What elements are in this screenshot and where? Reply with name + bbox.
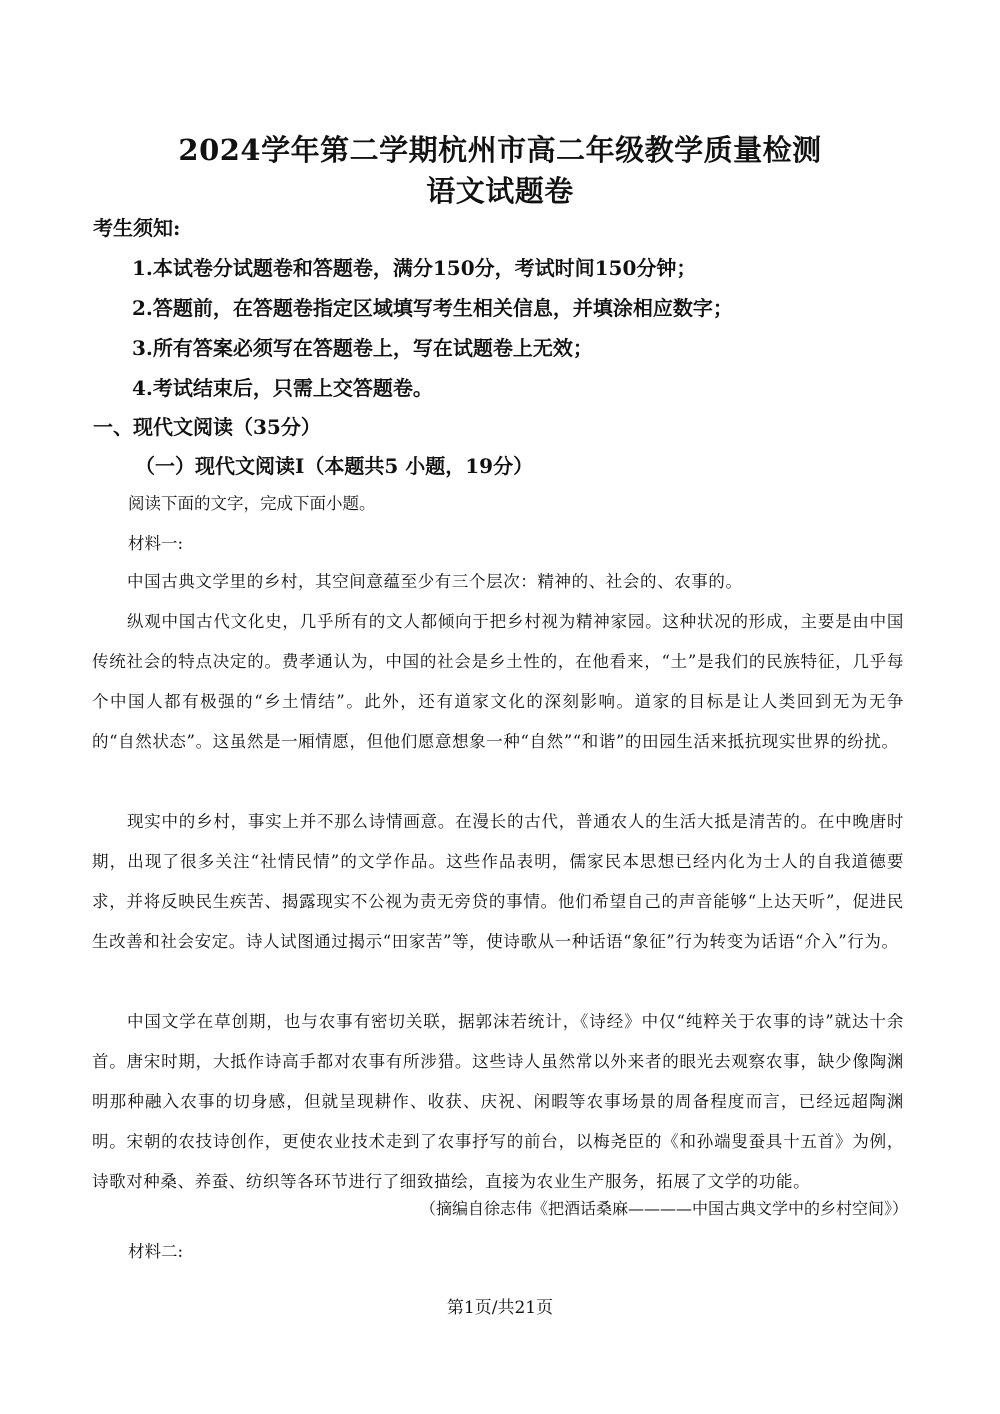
exam-subtitle: 语文试题卷 (426, 174, 574, 208)
material-1-label: 材料一: (128, 534, 184, 553)
paragraph: 纵观中国古代文化史，几乎所有的文人都倾向于把乡村视为精神家园。这种状况的形成，主要是由中国传统社会的特点决定的。费孝通认为，中国的社会是乡土性的，在他看来，“土”是我们的民族特征，几乎每个中国人都有极强的“乡土情结”。此外，还有道家文化的深刻影响。道家的目标是让人类回到无为无争的“自然状态”。这虽然是一厢情愿，但他们愿意想象一种“自然”“和谐”的田园生活来抵抗现实世界的纷扰。 (92, 612, 904, 751)
material-2-label: 材料二: (128, 1242, 184, 1261)
paragraph: 中国文学在草创期，也与农事有密切关联，据郭沫若统计，《诗经》中仅“纯粹关于农事的诗”就达十余首。唐宋时期，大抵作诗高手都对农事有所涉猎。这些诗人虽然常以外来者的眼光去观察农事，缺少像陶渊明那种融入农事的切身感，但就呈现耕作、收获、庆祝、闲暇等农事场景的周备程度而言，已经远超陶渊明。宋朝的农技诗创作，更使农业技术走到了农事抒写的前台，以梅尧臣的《和孙端叟蚕具十五首》为例，诗歌对种桑、养蚕、纺织等各环节进行了细致描绘，直接为农业生产服务，拓展了文学的功能。 (92, 1012, 904, 1191)
exam-title: 2024学年第二学期杭州市高二年级教学质量检测 (178, 133, 822, 167)
notice-item: 4.考试结束后，只需上交答题卷。 (132, 376, 433, 400)
page-number: 第1页/共21页 (446, 1298, 554, 1318)
paragraph: 中国古典文学里的乡村，其空间意蕴至少有三个层次：精神的、社会的、农事的。 (127, 572, 743, 591)
notice-item: 1.本试卷分试题卷和答题卷，满分150分，考试时间150分钟； (132, 256, 697, 280)
notice-item: 3.所有答案必须写在答题卷上，写在试题卷上无效； (132, 336, 593, 360)
paragraph: 现实中的乡村，事实上并不那么诗情画意。在漫长的古代，普通农人的生活大抵是清苦的。在中晚唐时期，出现了很多关注“社情民情”的文学作品。这些作品表明，儒家民本思想已经内化为士人的自我道德要求，并将反映民生疾苦、揭露现实不公视为责无旁贷的事情。他们希望自己的声音能够“上达天听”，促进民生改善和社会安定。诗人试图通过揭示“田家苦”等，使诗歌从一种话语“象征”行为转变为话语“介入”行为。 (92, 812, 904, 951)
section-heading: 一、现代文阅读（35分） (93, 415, 321, 439)
subsection-heading: （一）现代文阅读Ⅰ（本题共5 小题，19分） (135, 454, 534, 478)
notice-heading: 考生须知: (93, 216, 181, 240)
source-citation: （摘编自徐志伟《把酒话桑麻————中国古典文学中的乡村空间》） (419, 1199, 908, 1218)
notice-item: 2.答题前，在答题卷指定区域填写考生相关信息，并填涂相应数字； (132, 296, 733, 320)
reading-instruction: 阅读下面的文字，完成下面小题。 (128, 494, 376, 513)
